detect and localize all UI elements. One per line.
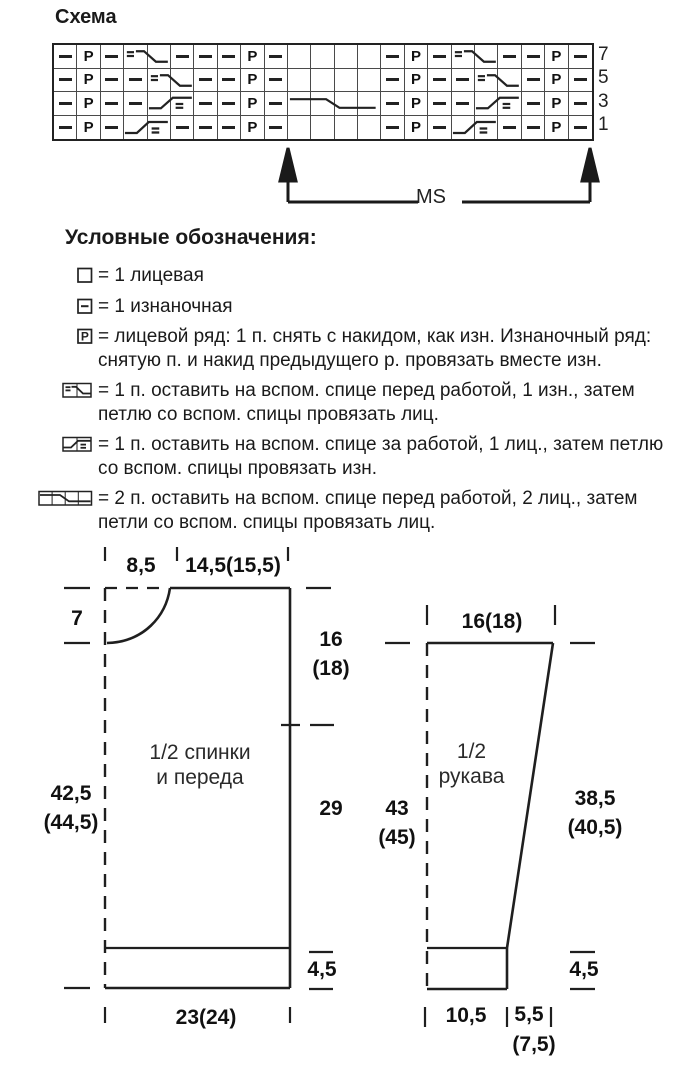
purl-dash-icon [456,102,469,105]
slip-yo-symbol: P [411,71,422,89]
chart-cell [171,92,194,116]
chart-cell [77,45,100,69]
purl-dash-icon [433,102,446,105]
purl-dash-icon [527,126,540,129]
chart-cell [358,69,381,93]
chart-cell [124,45,147,69]
chart-row-numbers [598,43,628,137]
purl-dash-icon [433,55,446,58]
chart-cell [569,69,592,93]
chart-cell [498,116,521,140]
chart-cell [545,116,568,140]
cable-2-2-front-icon [31,487,93,507]
chart-cell [428,92,451,116]
purl-dash-icon [269,78,282,81]
purl-dash-icon [222,55,235,58]
legend-text: = лицевой ряд: 1 п. снять с накидом, как изн. Изнаночный ряд: снятую п. и накид предыдущего р. провязать вместе изн. [98,326,652,371]
purl-dash-icon [222,102,235,105]
purl-dash-icon [386,102,399,105]
chart-cell [381,92,404,116]
chart-cell [265,45,288,69]
chart-cell [101,45,124,69]
chart-cell [452,92,475,116]
chart-cell [54,92,77,116]
chart-cell [54,45,77,69]
chart-cell [241,45,264,69]
chart-cell [171,45,194,69]
chart-cell [148,116,171,140]
backfront-piece-label [129,740,271,790]
chart-cell [358,92,381,116]
sleeve-slant-offset-alt-label: (7,5) [512,1033,556,1056]
chart-cell [545,92,568,116]
chart-cell [335,69,358,93]
chart-cell [475,45,498,69]
backfront-side-label: 29 [319,797,343,820]
slip-yo-symbol: P [411,118,422,136]
chart-cell [171,116,194,140]
chart-cell [101,116,124,140]
purl-dash-icon [59,102,72,105]
legend-text: = 1 лицевая [98,265,204,286]
chart-cell [569,45,592,69]
purl-dash-icon [199,102,212,105]
slip-yo-symbol: P [83,71,94,89]
purl-dash-icon [527,78,540,81]
chart-cell [522,92,545,116]
svg-text:P: P [80,329,89,344]
chart-cell [522,69,545,93]
chart-cell [522,45,545,69]
sleeve-slant-edge [507,643,553,948]
slip-yo-symbol: P [551,94,562,112]
legend-title: Условные обозначения: [65,226,317,249]
chart-cell [194,69,217,93]
up-arrow-icon [582,148,598,181]
chart-cell [545,45,568,69]
purl-dash-icon [59,126,72,129]
chart-cell [148,92,171,116]
label-line: и переда [156,766,244,789]
chart-cell [405,116,428,140]
purl-dash-icon [527,102,540,105]
chart-cell [452,116,475,140]
legend-text: = 1 изнаночная [98,295,233,317]
purl-dash-icon [105,126,118,129]
chart-cell [335,92,358,116]
chart-cell [452,45,475,69]
row-number: 5 [598,67,609,89]
legend-item [31,325,683,372]
chart-cell [194,45,217,69]
chart-cell [77,116,100,140]
purl-dash-icon [199,55,212,58]
cable-front-purl-icon [31,379,93,399]
purl-square-icon [31,295,93,315]
backfront-shoulder-width-label: 14,5(15,5) [185,554,281,577]
chart-cell [288,92,311,116]
purl-dash-icon [456,78,469,81]
chart-cell [428,69,451,93]
row-number: 1 [598,114,609,136]
chart-cell [498,45,521,69]
purl-dash-icon [433,126,446,129]
row-number: 3 [598,90,609,112]
chart-cell [241,116,264,140]
purl-dash-icon [269,102,282,105]
chart-cell [335,45,358,69]
chart-cell [452,69,475,93]
sleeve-top-width-label: 16(18) [461,610,523,633]
chart-cell [475,116,498,140]
chart-cell [475,92,498,116]
slip-yo-symbol: P [551,118,562,136]
sleeve-rib-label: 4,5 [569,958,599,981]
purl-dash-icon [129,102,142,105]
chart-cell [381,116,404,140]
slip-yo-symbol: P [247,71,258,89]
chart-cell [569,116,592,140]
purl-dash-icon [574,78,587,81]
chart-cell [428,45,451,69]
slip-yo-symbol: P [411,47,422,65]
chart-cell [545,69,568,93]
chart-cell [265,69,288,93]
chart-cell [218,116,241,140]
purl-dash-icon [199,78,212,81]
chart-cell [358,116,381,140]
purl-dash-icon [105,102,118,105]
chart-cell [288,116,311,140]
purl-dash-icon [386,78,399,81]
chart-cell [218,92,241,116]
chart-cell [428,116,451,140]
purl-dash-icon [574,55,587,58]
chart-cell [405,92,428,116]
up-arrow-icon [280,148,296,181]
purl-dash-icon [176,126,189,129]
chart-cell [218,45,241,69]
chart-cell [475,69,498,93]
slip-yo-symbol: P [247,94,258,112]
chart-cell [358,45,381,69]
legend-text: = 1 п. оставить на вспом. спице перед работой, 1 изн., затем петлю со вспом. спицы провязать лиц. [98,380,635,425]
value-line: (18) [312,657,350,680]
purl-dash-icon [269,55,282,58]
chart-cell [381,45,404,69]
label-line: рукава [438,765,505,788]
chart-cell [54,69,77,93]
chart-cell [311,69,334,93]
value-line: (40,5) [567,816,623,839]
value-line: 16 [319,628,343,651]
chart-cell [405,69,428,93]
chart-cell [241,92,264,116]
chart-cell [194,116,217,140]
chart-cell [522,116,545,140]
legend-text: = 1 п. оставить на вспом. спице за работой, 1 лиц., затем петлю со вспом. спицы провязать изн. [98,434,664,479]
chart-cell [77,92,100,116]
backfront-rib-label: 4,5 [307,958,337,981]
chart-cell [77,69,100,93]
legend-text: = 2 п. оставить на вспом. спице перед работой, 2 лиц., затем петли со вспом. спицы провязать лиц. [98,488,638,533]
legend-item [31,295,683,319]
value-line: (45) [378,826,416,849]
label-line: 1/2 [456,740,487,763]
slip-yo-symbol: P [551,71,562,89]
purl-dash-icon [176,55,189,58]
p-square-icon [31,325,93,345]
purl-dash-icon [199,126,212,129]
chart-cell [194,92,217,116]
backfront-length-label [28,779,114,837]
purl-dash-icon [269,126,282,129]
sleeve-length-label [362,794,432,852]
legend-item [31,433,683,480]
purl-dash-icon [222,78,235,81]
purl-dash-icon [503,126,516,129]
purl-dash-icon [433,78,446,81]
legend-item [31,264,683,288]
chart-cell [171,69,194,93]
chart-cell [101,69,124,93]
knitting-chart [52,43,594,141]
sleeve-slant-offset-label: 5,5 [514,1003,544,1026]
chart-cell [124,92,147,116]
chart-cell [265,92,288,116]
chart-cell [218,69,241,93]
slip-yo-symbol: P [247,118,258,136]
purl-dash-icon [503,55,516,58]
legend [31,226,683,541]
chart-cell [405,45,428,69]
purl-dash-icon [129,78,142,81]
chart-cell [124,69,147,93]
sleeve-slant-length-label [549,784,641,842]
value-line: 42,5 [50,782,92,805]
purl-dash-icon [527,55,540,58]
purl-dash-icon [105,55,118,58]
purl-dash-icon [574,102,587,105]
slip-yo-symbol: P [83,118,94,136]
chart-cell [335,116,358,140]
page-title: Схема [55,6,117,28]
purl-dash-icon [222,126,235,129]
chart-cell [101,92,124,116]
value-line: 38,5 [574,787,616,810]
backfront-neck-depth-label: 7 [71,607,83,630]
label-line: 1/2 спинки [149,741,251,764]
purl-dash-icon [386,55,399,58]
slip-yo-symbol: P [247,47,258,65]
chart-cell [311,116,334,140]
chart-cell [265,116,288,140]
cable-back-knit-icon [31,433,93,453]
purl-dash-icon [105,78,118,81]
chart-cell [311,45,334,69]
purl-dash-icon [59,78,72,81]
value-line: (44,5) [43,811,99,834]
chart-cell [498,69,521,93]
legend-item [31,379,683,426]
purl-dash-icon [574,126,587,129]
chart-cell [148,69,171,93]
chart-cell [381,69,404,93]
sleeve-cuff-width-label: 10,5 [445,1004,487,1027]
chart-cell [498,92,521,116]
neckline-curve [107,588,170,643]
purl-dash-icon [386,126,399,129]
chart-cell [241,69,264,93]
chart-cell [569,92,592,116]
slip-yo-symbol: P [83,94,94,112]
sleeve-piece-label [408,739,535,789]
slip-yo-symbol: P [551,47,562,65]
backfront-neck-width-label: 8,5 [126,554,156,577]
chart-cell [288,45,311,69]
chart-cell [288,69,311,93]
slip-yo-symbol: P [411,94,422,112]
chart-cell [148,45,171,69]
backfront-armhole-label [305,625,357,683]
knit-square-icon [31,264,93,284]
slip-yo-symbol: P [83,47,94,65]
ms-label: MS [416,186,446,208]
legend-item [31,487,683,534]
row-number: 7 [598,43,609,65]
chart-cell [311,92,334,116]
chart-cell [124,116,147,140]
purl-dash-icon [59,55,72,58]
backfront-bottom-width-label: 23(24) [175,1006,237,1029]
value-line: 43 [385,797,409,820]
chart-cell [54,116,77,140]
